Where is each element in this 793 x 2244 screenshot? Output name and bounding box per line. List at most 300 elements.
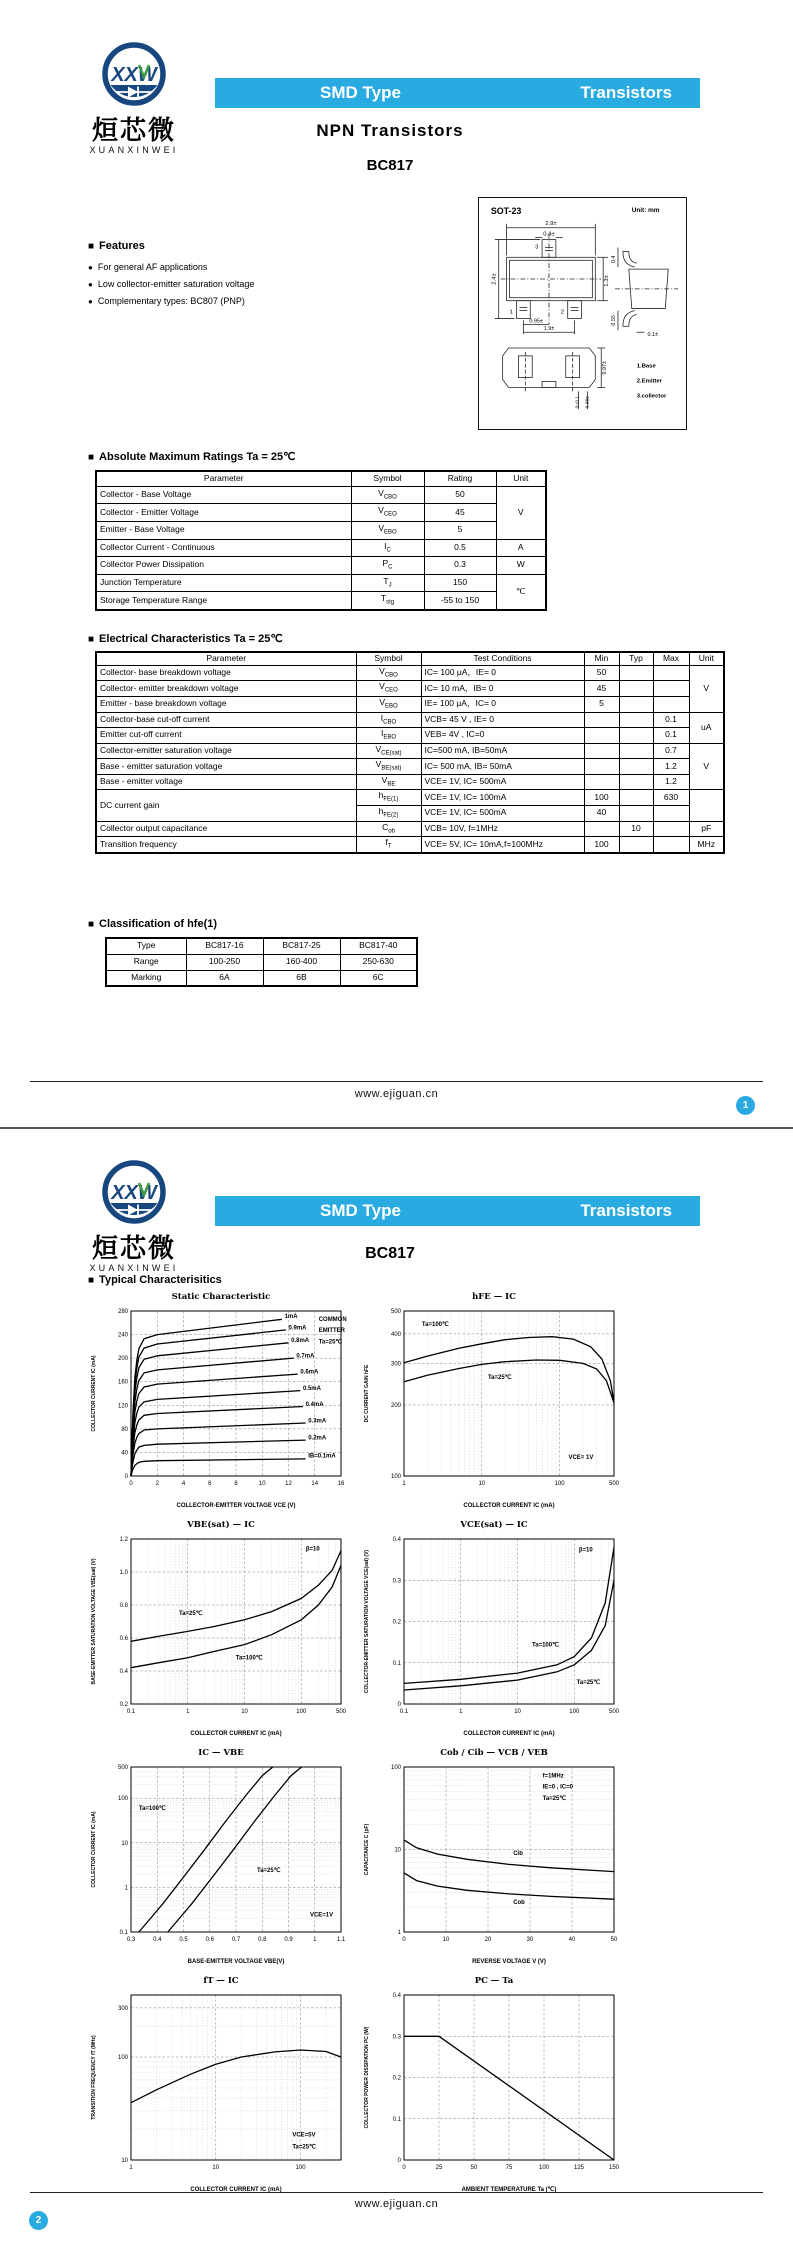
chart-title: Cob / Cib — VCB / VEB (440, 1748, 548, 1758)
table-cell: Marking (106, 970, 186, 986)
series-IB=0.9mA (131, 1330, 286, 1476)
pin-number: 1 (509, 309, 513, 316)
x-tick-label: 0 (402, 1937, 406, 1943)
x-tick-label: 0.8 (258, 1937, 267, 1943)
chart-label: 0.7mA (296, 1353, 315, 1360)
table-cell: $V_{EBO}$ (356, 696, 421, 712)
table-cell: 0.3 (424, 557, 496, 575)
table-cell: 50 (424, 486, 496, 504)
column-header: Unit (496, 471, 546, 486)
column-header: Max (653, 652, 689, 665)
y-tick-label: 0.8 (119, 1603, 128, 1609)
company-name-en: XUANXINWEI (89, 1263, 179, 1273)
y-tick-label: 1 (124, 1885, 128, 1892)
logo-icon (100, 40, 168, 108)
table-cell: Base - emitter voltage (96, 774, 356, 790)
table-cell (619, 837, 653, 853)
table-cell: VEB= 4V , IC=0 (421, 728, 584, 744)
table-cell (584, 728, 619, 744)
classification-heading: ■ Classification of hfe(1) (88, 918, 218, 930)
table-cell (619, 790, 653, 806)
y-tick-label: 0.1 (392, 2116, 401, 2123)
x-tick-label: 0.5 (179, 1937, 188, 1943)
x-tick-label: 0.9 (284, 1937, 293, 1943)
x-tick-label: 10 (514, 1709, 521, 1715)
x-tick-label: 10 (212, 2165, 220, 2171)
y-tick-label: 0.2 (392, 1619, 401, 1626)
y-axis-label: CAPACITANCE C (pF) (364, 1823, 370, 1876)
table-cell: Base - emitter saturation voltage (96, 759, 356, 775)
dim-label: 0.38± (585, 396, 591, 409)
typical-characteristics-heading: ■ Typical Characterisitics (88, 1274, 222, 1286)
footer-rule (30, 1081, 763, 1082)
chart-label: Ta=25℃ (257, 1868, 281, 1875)
table-cell: DC current gain (96, 790, 356, 821)
table-row (106, 954, 417, 970)
y-tick-label: 120 (117, 1403, 128, 1410)
table-cell: $V_{EBO}$ (351, 521, 424, 539)
x-tick-label: 40 (568, 1937, 576, 1943)
classification-table (105, 937, 418, 987)
column-header: Parameter (96, 471, 351, 486)
x-tick-label: 500 (608, 1709, 620, 1715)
header-bar (215, 78, 700, 108)
table-row (96, 471, 546, 486)
y-axis-label: COLLECTOR CURRENT IC (mA) (91, 1355, 97, 1432)
chart-label: f=1MHz (542, 1773, 564, 1780)
x-tick-label: 100 (569, 1709, 580, 1715)
table-cell: 0.1 (653, 712, 689, 728)
table-cell: 160-400 (263, 954, 340, 970)
feature-item: ● Low collector-emitter saturation voltage (88, 279, 255, 289)
dim-label: 1.9± (543, 326, 555, 333)
table-cell: Collector - Base Voltage (96, 486, 351, 504)
pin-number: 2 (560, 309, 565, 316)
x-tick-label: 100 (538, 2165, 550, 2171)
table-row (96, 574, 546, 592)
y-tick-label: 100 (390, 1765, 401, 1771)
x-tick-label: 6 (208, 1481, 212, 1487)
page-separator (0, 1127, 793, 1129)
table-cell: MHz (689, 837, 724, 853)
features-section (88, 240, 254, 310)
company-name-cn: 烜芯微 (91, 115, 176, 145)
header-right: Transistors (580, 83, 672, 102)
table-row (106, 970, 417, 986)
table-row (96, 539, 546, 557)
feature-item: ● For general AF applications (88, 262, 208, 272)
dim-label: 2.9± (545, 220, 557, 227)
table-row (96, 681, 724, 697)
table-cell: IE= 100 μA，IC= 0 (421, 696, 584, 712)
dim-label: 0.4± (543, 231, 555, 238)
table-cell: $V_{CE(sat)}$ (356, 743, 421, 759)
table-cell: $T_J$ (351, 574, 424, 592)
table-cell: Storage Temperature Range (96, 592, 351, 610)
table-row (96, 504, 546, 522)
x-tick-label: 0.1 (399, 1709, 409, 1715)
chart-static-characteristic (85, 1305, 357, 1510)
x-tick-label: 30 (526, 1937, 534, 1943)
table-cell: Range (106, 954, 186, 970)
x-tick-label: 1.1 (336, 1937, 346, 1943)
table-cell: IC=500 mA, IB=50mA (421, 743, 584, 759)
table-cell: Collector output capacitance (96, 821, 356, 837)
column-header: Min (584, 652, 619, 665)
x-tick-label: 4 (181, 1481, 186, 1487)
x-tick-label: 50 (470, 2165, 478, 2171)
table-cell: ℃ (496, 574, 546, 610)
y-tick-label: 100 (117, 2055, 128, 2062)
table-cell: 6A (186, 970, 263, 986)
table-cell (653, 821, 689, 837)
x-tick-label: 150 (608, 2165, 620, 2171)
table-cell (619, 774, 653, 790)
company-logo (73, 1158, 195, 1273)
bullet-icon: ● (88, 280, 93, 289)
chart-hfe-ic (358, 1305, 630, 1510)
table-cell: $I_C$ (351, 539, 424, 557)
table-cell: $V_{CBO}$ (351, 486, 424, 504)
chart-label: Ta=25℃ (178, 1610, 203, 1617)
table-cell: VCE= 1V, IC= 500mA (421, 805, 584, 821)
y-tick-label: 240 (117, 1332, 128, 1339)
chart-label: Ta=25℃ (542, 1795, 567, 1802)
chart-label: 0.6mA (300, 1369, 319, 1376)
x-tick-label: 0.1 (126, 1709, 136, 1715)
table-cell: Collector-emitter saturation voltage (96, 743, 356, 759)
table-cell: 45 (584, 681, 619, 697)
chart-label: IB=0.1mA (308, 1453, 336, 1460)
table-cell: 5 (424, 521, 496, 539)
table-cell: Collector- emitter breakdown voltage (96, 681, 356, 697)
y-tick-label: 0.6 (119, 1636, 128, 1642)
table-cell: BC817-16 (186, 938, 263, 954)
table-cell: 1.2 (653, 759, 689, 775)
chart-label: VCE=5V (292, 2132, 316, 2139)
table-cell (584, 774, 619, 790)
x-tick-label: 0.4 (153, 1937, 162, 1943)
y-tick-label: 0 (397, 2158, 401, 2164)
y-axis-label: TRANSITION FREQUENCY fT (MHz) (91, 2035, 97, 2120)
chart-block (358, 1292, 630, 1515)
table-row (96, 486, 546, 504)
chart-block (358, 1976, 630, 2199)
chart-label: Ta=100℃ (532, 1642, 559, 1649)
chart-title: hFE — IC (472, 1292, 516, 1302)
x-tick-label: 500 (335, 1709, 347, 1715)
table-cell: 50 (584, 665, 619, 681)
series-Ta=25℃ (131, 1551, 341, 1642)
x-tick-label: 1 (186, 1709, 190, 1715)
chart-block (85, 1292, 357, 1515)
table-cell (619, 759, 653, 775)
chart-title: VCE(sat) — IC (460, 1520, 528, 1530)
table-cell (653, 681, 689, 697)
part-number: BC817 (365, 1245, 415, 1262)
dim-label: 0.4 (611, 255, 618, 264)
x-tick-label: 25 (435, 2165, 443, 2171)
chart-label: 1mA (284, 1314, 298, 1321)
x-tick-label: 100 (296, 1709, 307, 1715)
y-tick-label: 1 (397, 1930, 401, 1936)
column-header: Symbol (351, 471, 424, 486)
header-left: SMD Type (320, 1201, 401, 1220)
section-marker-icon: ■ (88, 919, 95, 930)
y-tick-label: 100 (390, 1474, 401, 1480)
unit-label: Unit: mm (631, 206, 660, 214)
table-cell: 100 (584, 790, 619, 806)
y-axis-label: BASE-EMITTER SATURATION VOLTAGE VBE(sat) (V) (91, 1558, 97, 1685)
x-tick-label: 1 (129, 2165, 133, 2171)
y-tick-label: 40 (121, 1450, 128, 1457)
y-tick-label: 0.3 (392, 2034, 401, 2041)
chart-label: 0.3mA (308, 1418, 327, 1425)
x-tick-label: 10 (442, 1937, 450, 1943)
table-cell (653, 696, 689, 712)
page-title: NPN Transistors (316, 121, 464, 140)
table-row (96, 696, 724, 712)
chart-label: Ta=100℃ (235, 1655, 263, 1662)
x-tick-label: 0.7 (231, 1937, 241, 1943)
chart-label: Ta=100℃ (138, 1805, 166, 1812)
y-tick-label: 80 (121, 1426, 128, 1433)
table-cell: IC= 500 mA, IB= 50mA (421, 759, 584, 775)
chart-title: Static Characteristic (171, 1292, 271, 1302)
x-tick-label: 125 (573, 2165, 585, 2171)
dim-label: 0.95± (529, 318, 543, 325)
table-row (96, 759, 724, 775)
table-cell (619, 805, 653, 821)
table-cell: 0.1 (653, 728, 689, 744)
package-name: SOT-23 (490, 205, 522, 216)
section-marker-icon: ■ (88, 241, 95, 252)
x-tick-label: 16 (337, 1481, 345, 1487)
x-tick-label: 0.6 (205, 1937, 214, 1943)
table-cell (619, 712, 653, 728)
column-header: Rating (424, 471, 496, 486)
y-axis-label: COLLECTOR CURRENT IC (mA) (91, 1811, 97, 1888)
table-cell: BC817-25 (263, 938, 340, 954)
table-cell: 0.5 (424, 539, 496, 557)
chart-title: PC — Ta (474, 1976, 514, 1986)
table-cell: VCE= 5V, IC= 10mA,f=100MHz (421, 837, 584, 853)
table-cell: $h_{FE(2)}$ (356, 805, 421, 821)
company-name-en: XUANXINWEI (89, 145, 179, 155)
table-cell: VCE= 1V, IC= 500mA (421, 774, 584, 790)
table-cell (584, 743, 619, 759)
table-row (96, 712, 724, 728)
table-cell: W (496, 557, 546, 575)
dim-label: 1.3± (604, 275, 611, 287)
x-axis-label: REVERSE VOLTAGE V (V) (472, 1959, 546, 1965)
chart-label: COMMON (318, 1317, 347, 1324)
chart-label: β=10 (305, 1546, 320, 1553)
table-row (106, 938, 417, 954)
table-cell: VCB= 10V, f=1MHz (421, 821, 584, 837)
dim-label: 0.1± (647, 332, 659, 339)
y-tick-label: 160 (117, 1379, 128, 1386)
table-cell: 6C (340, 970, 417, 986)
table-cell: Collector - Emitter Voltage (96, 504, 351, 522)
series-IB=0.5mA (131, 1391, 300, 1476)
part-number: BC817 (366, 157, 414, 174)
y-tick-label: 0.2 (119, 1702, 128, 1708)
table-cell: IC= 100 μA，IE= 0 (421, 665, 584, 681)
logo-monogram: XXW (111, 1182, 157, 1204)
x-tick-label: 100 (295, 2165, 306, 2171)
chart-pc-ta (358, 1989, 630, 2194)
y-tick-label: 0.1 (392, 1660, 401, 1667)
series-Cob (404, 1873, 614, 1899)
bullet-icon: ● (88, 297, 93, 306)
chart-label: 0.5mA (302, 1385, 321, 1392)
section-marker-icon: ■ (88, 452, 95, 463)
y-tick-label: 0.2 (392, 2075, 401, 2082)
column-header: Unit (689, 652, 724, 665)
electrical-characteristics-heading: ■ Electrical Characteristics Ta = 25℃ (88, 633, 283, 645)
table-row (96, 557, 546, 575)
chart-label: Ta=25℃ (487, 1374, 512, 1381)
y-axis-label: DC CURRENT GAIN hFE (364, 1364, 370, 1423)
table-cell (653, 837, 689, 853)
table-cell: 40 (584, 805, 619, 821)
chart-block (85, 1976, 357, 2199)
series-Ta=100℃ (404, 1337, 614, 1403)
y-tick-label: 300 (390, 1361, 401, 1368)
y-tick-label: 500 (117, 1765, 128, 1771)
chart-vcesat-ic (358, 1533, 630, 1738)
column-header: Test Conditions (421, 652, 584, 665)
table-cell: VCB= 45 V , IE= 0 (421, 712, 584, 728)
logo-monogram: XXW (111, 64, 157, 86)
chart-ic-vbe (85, 1761, 357, 1966)
table-cell: Collector-base cut-off current (96, 712, 356, 728)
pin-number: 3 (535, 244, 539, 251)
pin-legend: 2.Emitter (636, 378, 662, 385)
table-cell: 10 (619, 821, 653, 837)
y-tick-label: 1.0 (119, 1570, 128, 1576)
x-tick-label: 500 (608, 1481, 620, 1487)
series-IB=0.3mA (131, 1423, 306, 1476)
y-tick-label: 1.2 (119, 1537, 128, 1543)
table-cell: $f_T$ (356, 837, 421, 853)
table-cell: $V_{CEO}$ (356, 681, 421, 697)
table-cell (619, 696, 653, 712)
x-tick-label: 50 (610, 1937, 618, 1943)
chart-label: Ta=25℃ (318, 1339, 343, 1346)
footer-url: www.ejiguan.cn (354, 2198, 439, 2210)
dim-label: 2.4± (491, 273, 498, 285)
table-cell: $T_{stg}$ (351, 592, 424, 610)
table-cell: $V_{BE}$ (356, 774, 421, 790)
table-cell: 45 (424, 504, 496, 522)
table-cell: Transition frequency (96, 837, 356, 853)
table-cell: $V_{CEO}$ (351, 504, 424, 522)
x-tick-label: 0 (129, 1481, 133, 1487)
column-header: Parameter (96, 652, 356, 665)
header-bar (215, 1196, 700, 1226)
x-tick-label: 1 (402, 1481, 406, 1487)
y-tick-label: 0.1 (119, 1930, 128, 1936)
chart-ft-ic (85, 1989, 357, 2194)
x-axis-label: COLLECTOR CURRENT IC (mA) (190, 1731, 282, 1737)
x-tick-label: 2 (155, 1481, 159, 1487)
logo-icon (100, 1158, 168, 1226)
series-Ta=100℃ (131, 1565, 341, 1667)
table-row (96, 743, 724, 759)
series-Ta=25℃ (404, 1360, 614, 1403)
table-cell (619, 681, 653, 697)
column-header: Typ (619, 652, 653, 665)
bullet-icon: ● (88, 263, 93, 272)
table-cell (689, 790, 724, 821)
table-row (96, 837, 724, 853)
chart-block (85, 1520, 357, 1743)
y-tick-label: 0.4 (119, 1669, 128, 1675)
y-tick-label: 500 (390, 1309, 401, 1315)
table-cell (653, 665, 689, 681)
table-cell: BC817-40 (340, 938, 417, 954)
y-tick-label: 0 (397, 1702, 401, 1708)
table-cell (619, 728, 653, 744)
x-tick-label: 1 (459, 1709, 463, 1715)
table-row (96, 592, 546, 610)
dim-label: 0.97± (602, 360, 609, 375)
y-tick-label: 100 (117, 1796, 128, 1803)
column-header: Symbol (356, 652, 421, 665)
chart-vbesat-ic (85, 1533, 357, 1738)
table-row (96, 774, 724, 790)
table-cell (619, 743, 653, 759)
table-cell: V (689, 665, 724, 712)
y-tick-label: 200 (117, 1356, 128, 1363)
section-marker-icon: ■ (88, 1275, 95, 1286)
table-cell: $V_{BE(sat)}$ (356, 759, 421, 775)
chart-block (358, 1520, 630, 1743)
table-cell (584, 821, 619, 837)
y-tick-label: 300 (117, 2005, 128, 2012)
chart-label: 0.9mA (288, 1325, 307, 1332)
x-axis-label: AMBIENT TEMPERATURE Ta (℃) (461, 2187, 557, 2193)
chart-label: Cob (513, 1899, 525, 1906)
table-cell: VCE= 1V, IC= 100mA (421, 790, 584, 806)
company-logo (73, 40, 195, 155)
y-tick-label: 400 (390, 1331, 401, 1338)
chart-label: Ta=25℃ (576, 1680, 601, 1687)
table-cell (653, 805, 689, 821)
x-tick-label: 75 (505, 2165, 513, 2171)
y-tick-label: 0.4 (392, 1537, 401, 1543)
x-axis-label: COLLECTOR CURRENT IC (mA) (463, 1503, 555, 1509)
x-tick-label: 1 (313, 1937, 317, 1943)
x-tick-label: 0 (402, 2165, 406, 2171)
x-axis-label: BASE-EMITTER VOLTAGE VBE(V) (187, 1959, 285, 1965)
table-cell: A (496, 539, 546, 557)
y-tick-label: 200 (390, 1402, 401, 1409)
x-axis-label: COLLECTOR-EMITTER VOLTAGE VCE (V) (176, 1503, 296, 1509)
pin-legend: 1.Base (636, 363, 656, 370)
chart-label: β=10 (578, 1547, 593, 1554)
x-tick-label: 10 (258, 1481, 266, 1487)
x-axis-label: COLLECTOR CURRENT IC (mA) (190, 2187, 282, 2193)
chart-label: IE=0 , IC=0 (542, 1784, 573, 1791)
y-tick-label: 0 (124, 1474, 128, 1480)
table-cell: Collector Power Dissipation (96, 557, 351, 575)
table-row (96, 665, 724, 681)
header-left: SMD Type (320, 83, 401, 102)
company-name-cn: 烜芯微 (91, 1233, 176, 1263)
